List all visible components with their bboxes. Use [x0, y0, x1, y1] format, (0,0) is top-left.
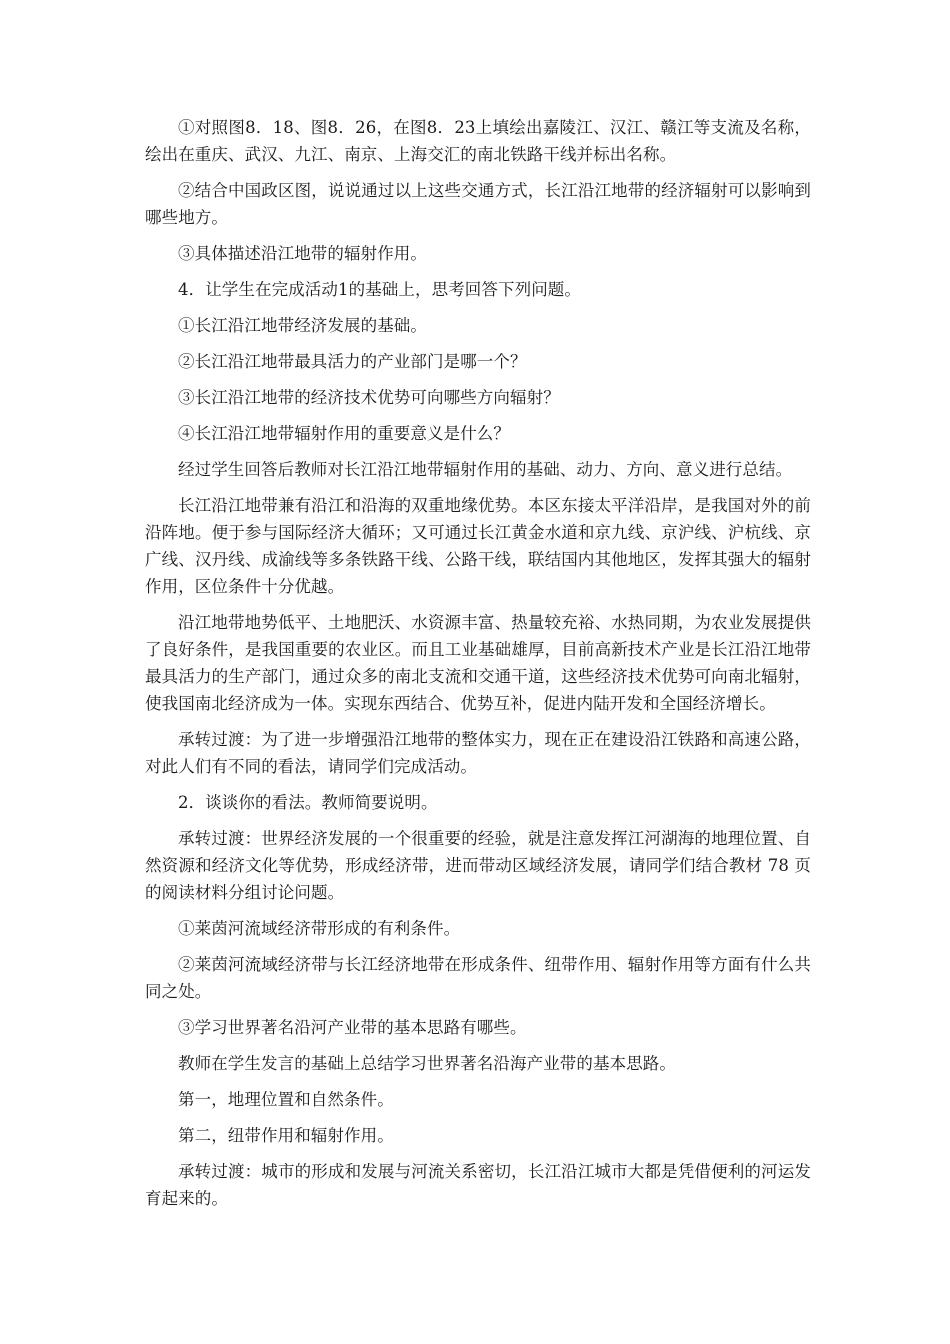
paragraph-question-3: ③长江沿江地带的经济技术优势可向哪些方向辐射？ — [178, 388, 560, 407]
paragraph-task-2: ②结合中国政区图，说说通过以上这些交通方式，长江沿江地带的经济辐射可以影响到哪些地方。 — [145, 181, 811, 227]
paragraph-teacher-summary: 教师在学生发言的基础上总结学习世界著名沿海产业带的基本思路。 — [178, 1054, 676, 1073]
paragraph-step-4: 4．让学生在完成活动1的基础上，思考回答下列问题。 — [178, 280, 581, 299]
paragraph-activity-2: 2．谈谈你的看法。教师简要说明。 — [178, 793, 438, 812]
paragraph-discussion-3: ③学习世界著名沿河产业带的基本思路有哪些。 — [178, 1018, 527, 1037]
paragraph-location-advantage: 长江沿江地带兼有沿江和沿海的双重地缘优势。本区东接太平洋沿岸，是我国对外的前沿阵地。便于参与国际经济大循环；又可通过长江黄金水道和京九线、京沪线、沪杭线、京广线、汉丹线、成渝线等多条铁路干线、公路干线，联结国内其他地区，发挥其强大的辐射作用，区位条件十分优越。 — [145, 496, 811, 596]
paragraph-question-1: ①长江沿江地带经济发展的基础。 — [178, 316, 427, 335]
paragraph-question-4: ④长江沿江地带辐射作用的重要意义是什么？ — [178, 424, 510, 443]
paragraph-point-1: 第一，地理位置和自然条件。 — [178, 1090, 394, 1109]
paragraph-transition-1: 承转过渡：为了进一步增强沿江地带的整体实力，现在正在建设沿江铁路和高速公路，对此人们有不同的看法，请同学们完成活动。 — [145, 730, 811, 776]
paragraph-transition-2: 承转过渡：世界经济发展的一个很重要的经验，就是注意发挥江河湖海的地理位置、自然资源和经济文化等优势，形成经济带，进而带动区域经济发展，请同学们结合教材 78 页的阅读材料分组讨论问题。 — [145, 829, 811, 902]
paragraph-point-2: 第二，纽带作用和辐射作用。 — [178, 1126, 394, 1145]
paragraph-task-3: ③具体描述沿江地带的辐射作用。 — [178, 244, 427, 263]
paragraph-summary-intro: 经过学生回答后教师对长江沿江地带辐射作用的基础、动力、方向、意义进行总结。 — [178, 460, 793, 479]
paragraph-question-2: ②长江沿江地带最具活力的产业部门是哪一个？ — [178, 352, 527, 371]
paragraph-economic-base: 沿江地带地势低平、土地肥沃、水资源丰富、热量较充裕、水热同期，为农业发展提供了良好条件，是我国重要的农业区。而且工业基础雄厚，目前高新技术产业是长江沿江地带最具活力的生产部门，通过众多的南北支流和交通干道，这些经济技术优势可向南北辐射，使我国南北经济成为一体。实现东西结合、优势互补，促进内陆开发和全国经济增长。 — [145, 613, 811, 713]
paragraph-discussion-1: ①莱茵河流域经济带形成的有利条件。 — [178, 919, 461, 938]
paragraph-discussion-2: ②莱茵河流域经济带与长江经济地带在形成条件、纽带作用、辐射作用等方面有什么共同之处。 — [145, 955, 811, 1001]
paragraph-task-1: ①对照图8．18、图8．26，在图8．23上填绘出嘉陵江、汉江、赣江等支流及名称，绘出在重庆、武汉、九江、南京、上海交汇的南北铁路干线并标出名称。 — [145, 118, 811, 164]
document-body — [145, 114, 811, 1221]
paragraph-transition-3: 承转过渡：城市的形成和发展与河流关系密切，长江沿江城市大都是凭借便利的河运发育起来的。 — [145, 1162, 811, 1208]
